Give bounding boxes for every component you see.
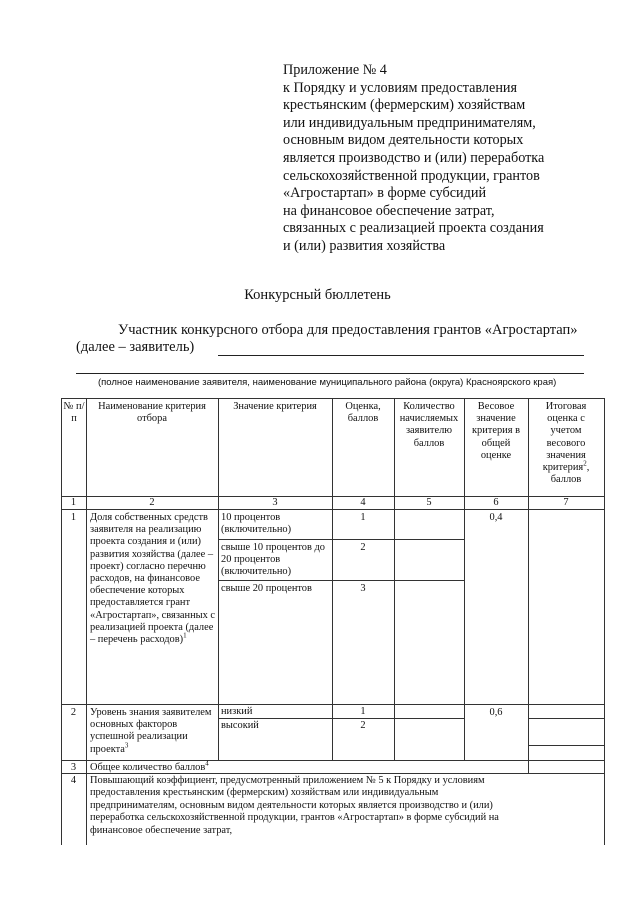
row1-score-3: 3 xyxy=(360,583,366,594)
header-num: № п/п xyxy=(63,401,85,425)
row2-criterion-sup: 3 xyxy=(124,741,129,750)
annex-line: или индивидуальным предпринимателям, xyxy=(283,114,536,131)
row4-text: Повышающий коэффициент, предусмотренный приложением № 5 к Порядку и условиям предоставления крестьянским (фермерским) хозяйствам или индивидуальным предпринимателям, основным видом деятельности которых является производство и (или) переработка сельскохозяйственной продукции, грантов «Агростартап» в форме субсидий на финансовое обеспечение затрат, xyxy=(90,775,499,836)
applicant-label: (далее – заявитель) xyxy=(76,339,195,355)
row4-num: 4 xyxy=(70,775,77,786)
annex-line: сельскохозяйственной продукции, грантов xyxy=(283,167,540,184)
row2-criterion xyxy=(90,707,216,756)
applicant-hint: (полное наименование заявителя, наименование муниципального района (округа) Красноярского края) xyxy=(98,377,557,388)
annex-line: Приложение № 4 xyxy=(283,62,387,78)
document-title: Конкурсный бюллетень xyxy=(244,287,391,303)
table-border xyxy=(61,760,604,761)
table-border xyxy=(528,398,529,773)
col-number: 6 xyxy=(493,497,499,508)
annex-line: и (или) развития хозяйства xyxy=(283,237,446,254)
annex-line: к Порядку и условиям предоставления xyxy=(283,79,518,96)
table-border xyxy=(464,398,465,760)
row1-criterion xyxy=(90,512,216,646)
row1-num: 1 xyxy=(70,512,77,523)
table-border xyxy=(218,539,464,540)
col-number: 1 xyxy=(70,497,77,508)
header-criterion: Наименование критерия отбора xyxy=(98,401,206,425)
annex-line: «Агростартап» в форме субсидий xyxy=(283,185,487,202)
table-border xyxy=(528,718,604,719)
row1-score-1: 1 xyxy=(360,512,366,523)
row1-criterion-sup: 1 xyxy=(183,631,187,640)
annex-line: основным видом деятельности которых xyxy=(283,132,524,149)
table-border xyxy=(218,398,219,760)
row3-num: 3 xyxy=(70,762,77,773)
header-final-sup: 2 xyxy=(583,459,587,468)
col-number: 4 xyxy=(360,497,366,508)
table-border xyxy=(528,745,604,746)
row2-criterion-text: Уровень знания заявителем основных факторов успешной реализации проекта xyxy=(90,707,212,755)
table-border xyxy=(86,398,87,845)
annex-line: на финансовое обеспечение затрат, xyxy=(283,202,495,219)
row1-option-2: свыше 10 процентов до 20 процентов (включительно) xyxy=(221,542,325,578)
col-number: 7 xyxy=(563,497,569,508)
header-final-text: Итоговая оценка с учетом весового значения критерия xyxy=(542,401,587,474)
table-border xyxy=(218,580,464,581)
row2-num: 2 xyxy=(70,707,77,718)
annex-line: является производство и (или) переработка xyxy=(283,149,545,166)
annex-header xyxy=(283,62,613,256)
table-border xyxy=(604,398,605,845)
table-border xyxy=(394,398,395,760)
header-score: Оценка, баллов xyxy=(345,401,381,425)
header-value: Значение критерия xyxy=(233,401,317,412)
row1-criterion-text: Доля собственных средств заявителя на реализацию проекта создания и (или) развития хозяйства (далее – проект) согласно перечню расходов, на финансовое обеспечение которых предоставляется грант «Агростартап», связанных с реализацией проекта (далее – перечень расходов) xyxy=(90,512,216,646)
row3-sup: 4 xyxy=(205,759,209,768)
row2-option-2: высокий xyxy=(221,720,259,731)
header-final xyxy=(536,401,596,486)
col-number: 2 xyxy=(149,497,155,508)
row3-text xyxy=(90,759,209,774)
col-number: 3 xyxy=(272,497,278,508)
row1-weight: 0,4 xyxy=(489,512,503,523)
participant-line: Участник конкурсного отбора для предоставления грантов «Агростартап» xyxy=(118,322,578,338)
annex-line: крестьянским (фермерским) хозяйствам xyxy=(283,97,526,114)
row3-text-label: Общее количество баллов xyxy=(90,762,206,773)
col-number: 5 xyxy=(426,497,432,508)
header-final-tail: , баллов xyxy=(550,462,590,486)
row1-option-1: 10 процентов (включительно) xyxy=(221,512,292,536)
annex-line: связанных с реализацией проекта создания xyxy=(283,220,544,237)
header-weight: Весовое значение критерия в общей оценке xyxy=(472,401,520,461)
row1-score-2: 2 xyxy=(360,542,366,553)
applicant-name-blank-2 xyxy=(76,373,584,374)
header-count: Количество начисляемых заявителю баллов xyxy=(399,401,459,449)
row2-option-1: низкий xyxy=(221,706,253,717)
applicant-name-blank xyxy=(218,355,584,356)
row2-score-2: 2 xyxy=(360,720,366,731)
row1-option-3: свыше 20 процентов xyxy=(221,583,312,594)
row2-weight: 0,6 xyxy=(489,707,503,718)
row2-score-1: 1 xyxy=(360,706,366,717)
